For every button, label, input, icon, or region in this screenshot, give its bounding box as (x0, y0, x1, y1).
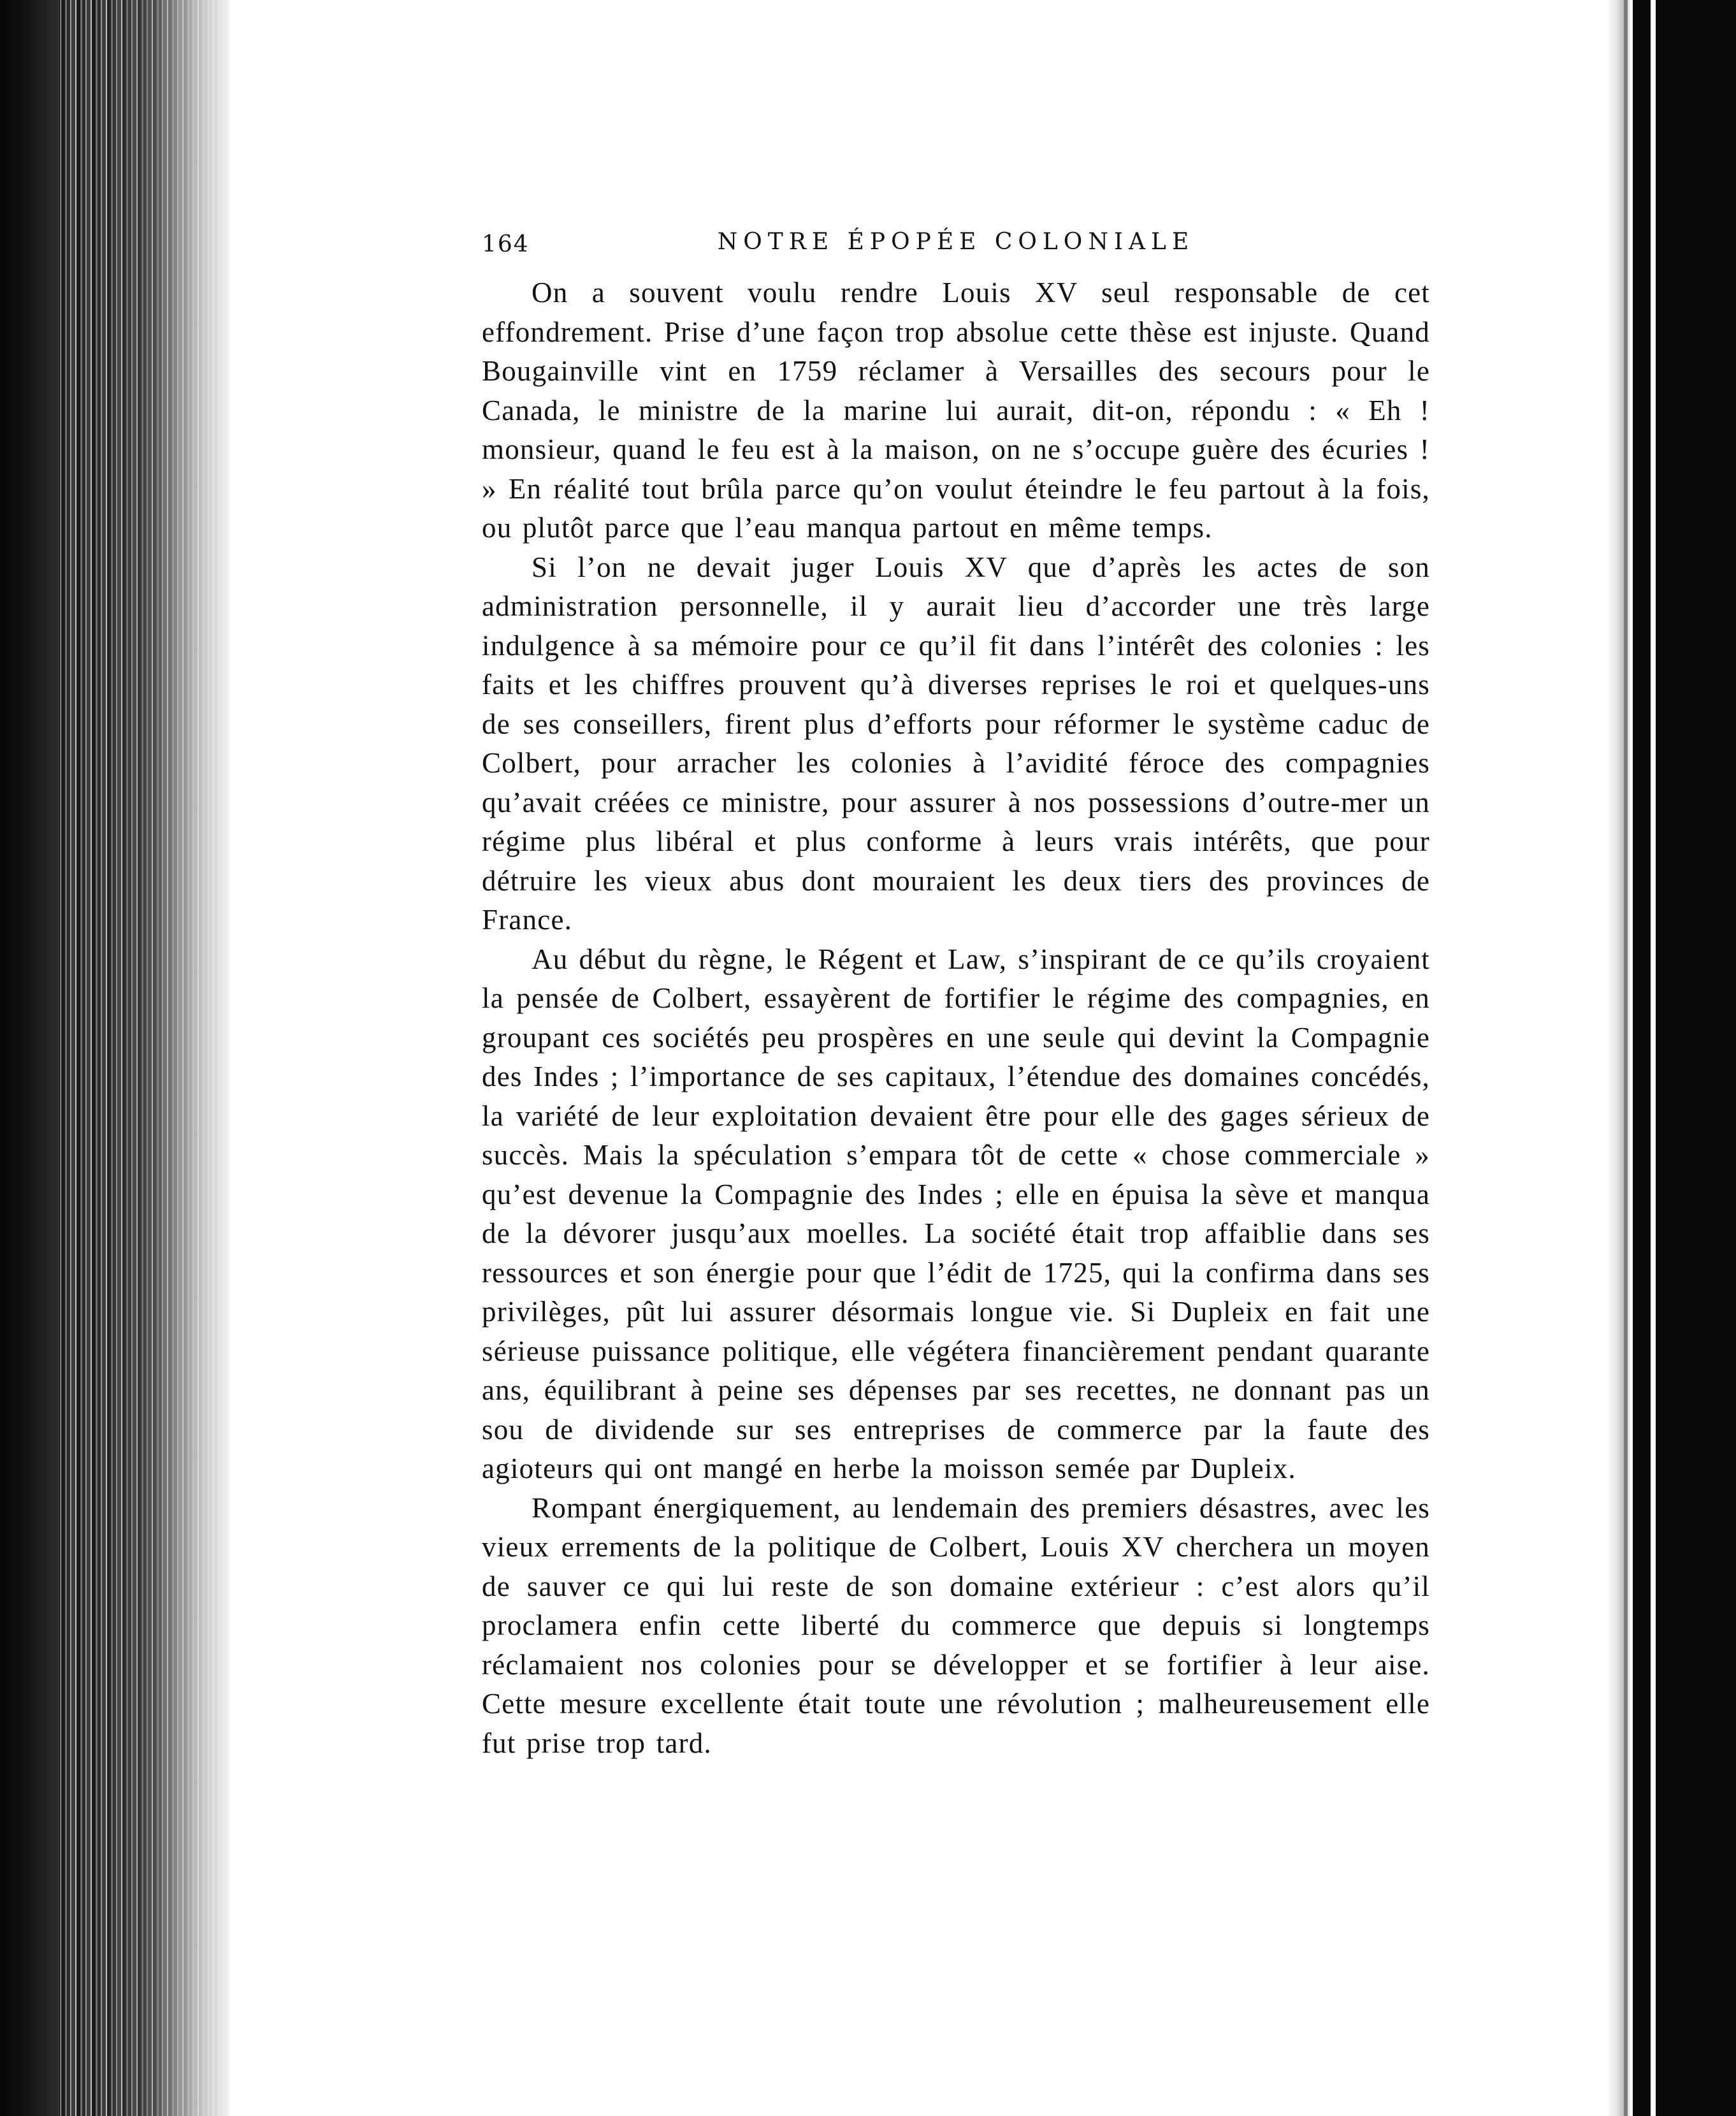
right-page-edge-line (1624, 0, 1628, 2116)
running-title: NOTRE ÉPOPÉE COLONIALE (717, 229, 1195, 255)
page-number: 164 (482, 231, 530, 257)
paragraph: Si l’on ne devait juger Louis XV que d’après les actes de son administration personnelle, il y aurait lieu d’accorder une très large indulgence à sa mémoire pour ce qu’il fit dans l’intérêt des colonies : les faits et les chiffres prouvent qu’à diverses reprises le roi et quelques-uns de ses conseillers, firent plus d’efforts pour réformer le système caduc de Colbert, pour arracher les colonies à l’avidité féroce des compagnies qu’avait créées ce ministre, pour assurer à nos possessions d’outre-mer un régime plus libéral et plus conforme à leurs vrais intérêts, que pour détruire les vieux abus dont mouraient les deux tiers des provinces de France. (482, 551, 1430, 936)
right-scan-border (1633, 0, 1736, 2116)
book-spine-shadow (0, 0, 61, 2116)
right-page-edge (1606, 0, 1631, 2116)
right-scan-border-gap (1651, 0, 1656, 2116)
paragraph: Rompant énergiquement, au lendemain des premiers désastres, avec les vieux errements de la politique de Colbert, Louis XV cherchera un moyen de sauver ce qui lui reste de son domaine extérieur : c’est alors qu’il proclamera enfin cette liberté du commerce que depuis si longtemps réclamaient nos colonies pour se développer et se fortifier à leur aise. Cette mesure excellente était toute une révolution ; malheureusement elle fut prise trop tard. (482, 1491, 1430, 1759)
running-head (482, 226, 1430, 264)
paragraph: Au début du règne, le Régent et Law, s’inspirant de ce qu’ils croyaient la pensée de Colbert, essayèrent de fortifier le régime des compagnies, en groupant ces sociétés peu prospères en une seule qui devint la Compagnie des Indes ; l’importance de ses capitaux, l’étendue des domaines concédés, la variété de leur exploitation devaient être pour elle des gages sérieux de succès. Mais la spéculation s’empara tôt de cette « chose commerciale » qu’est devenue la Compagnie des Indes ; elle en épuisa la sève et manqua de la dévorer jusqu’aux moelles. La société était trop affaiblie dans ses ressources et son énergie pour que l’édit de 1725, qui la confirma dans ses privilèges, pût lui assurer désormais longue vie. Si Dupleix en fait une sérieuse puissance politique, elle végétera financièrement pendant quarante ans, équilibrant à peine ses dépenses par ses recettes, ne donnant pas un sou de dividende sur ses entreprises de commerce par la faute des agioteurs qui ont mangé en herbe la moisson semée par Dupleix. (482, 943, 1430, 1484)
paragraph: On a souvent voulu rendre Louis XV seul responsable de cet effondrement. Prise d’une façon trop absolue cette thèse est injuste. Quand Bougainville vint en 1759 réclamer à Versailles des secours pour le Canada, le ministre de la marine lui aurait, dit-on, répondu : « Eh ! monsieur, quand le feu est à la maison, on ne s’occupe guère des écuries ! » En réalité tout brûla parce qu’on voulut éteindre le feu partout à la fois, ou plutôt parce que l’eau manqua partout en même temps. (482, 277, 1430, 544)
page-edge-gradient (96, 0, 229, 2116)
page-content (482, 226, 1430, 1763)
body-text (482, 273, 1430, 1763)
